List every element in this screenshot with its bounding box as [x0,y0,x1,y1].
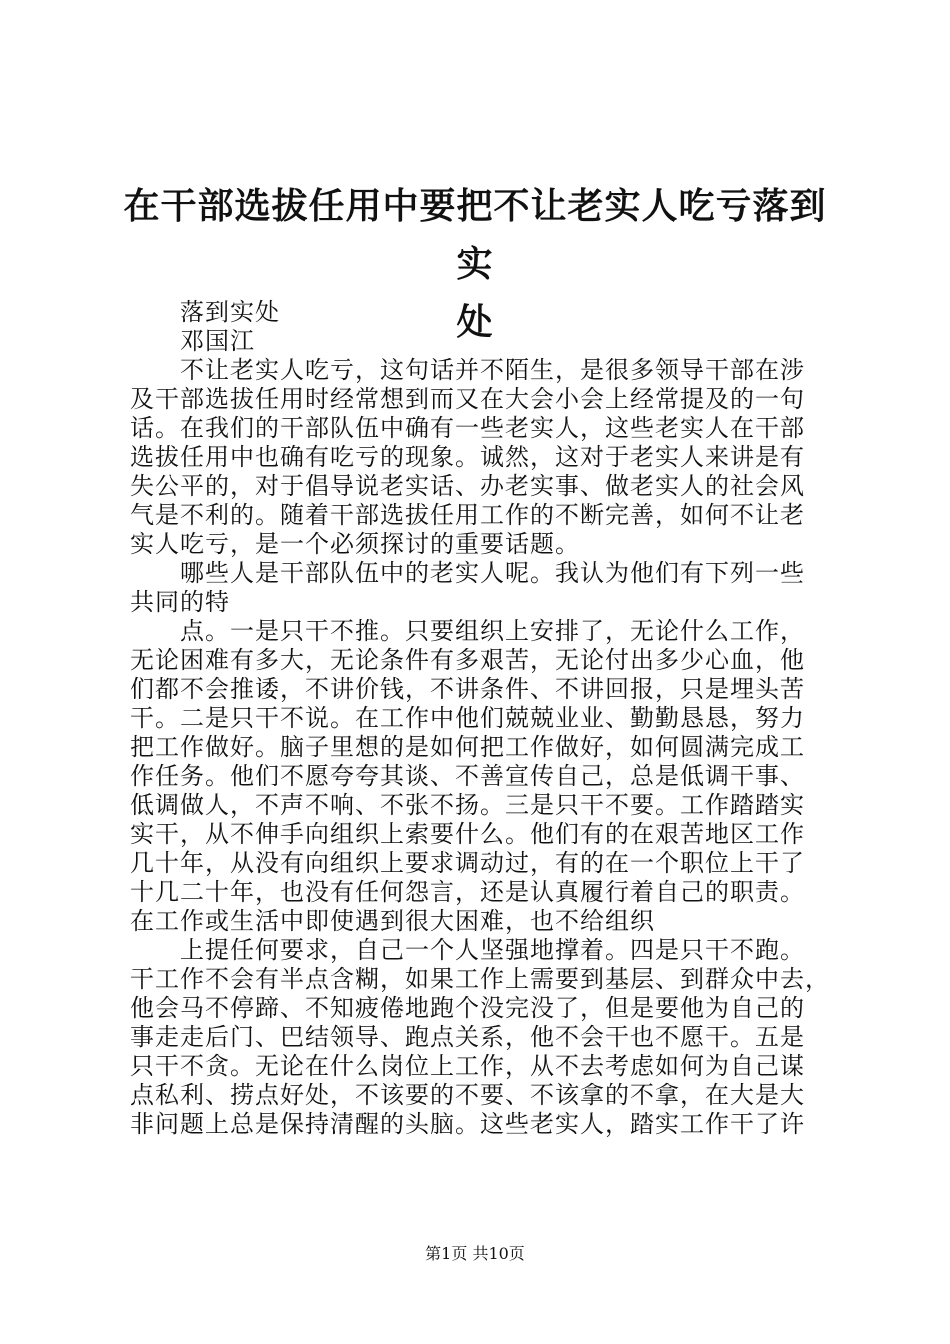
body-line: 哪些人是干部队伍中的老实人呢。我认为他们有下列一些 [180,559,805,587]
title-line-1: 在干部选拔任用中要把不让老实人吃亏落到实 [123,186,827,285]
body-line: 失公平的，对于倡导说老实话、办老实事、做老实人的社会风 [130,472,805,500]
title-line-2: 处 [456,302,494,343]
body-line: 在工作或生活中即使遇到很大困难，也不给组织 [130,907,655,935]
body-line: 干工作不会有半点含糊，如果工作上需要到基层、到群众中去， [130,965,830,993]
document-body [130,298,830,1139]
body-line: 话。在我们的干部队伍中确有一些老实人，这些老实人在干部 [130,414,805,442]
body-line: 们都不会推诿，不讲价钱，不讲条件、不讲回报，只是埋头苦 [130,675,805,703]
body-line: 不让老实人吃亏，这句话并不陌生，是很多领导干部在涉 [180,356,805,384]
body-line: 低调做人，不声不响、不张不扬。三是只干不要。工作踏踏实 [130,791,805,819]
body-line: 非问题上总是保持清醒的头脑。这些老实人，踏实工作干了许 [130,1110,805,1138]
body-line: 把工作做好。脑子里想的是如何把工作做好，如何圆满完成工 [130,733,805,761]
author: 邓国江 [180,327,255,355]
body-line: 只干不贪。无论在什么岗位上工作，从不去考虑如何为自己谋 [130,1052,805,1080]
body-line: 实人吃亏，是一个必须探讨的重要话题。 [130,530,580,558]
body-line: 点。一是只干不推。只要组织上安排了，无论什么工作， [180,617,805,645]
body-line: 气是不利的。随着干部选拔任用工作的不断完善，如何不让老 [130,501,805,529]
body-line: 点私利、捞点好处，不该要的不要、不该拿的不拿，在大是大 [130,1081,805,1109]
body-line: 作任务。他们不愿夸夸其谈、不善宣传自己，总是低调干事、 [130,762,805,790]
body-line: 上提任何要求，自己一个人坚强地撑着。四是只干不跑。 [180,936,805,964]
body-line: 无论困难有多大，无论条件有多艰苦，无论付出多少心血，他 [130,646,805,674]
body-line: 选拔任用中也确有吃亏的现象。诚然，这对于老实人来讲是有 [130,443,805,471]
body-line: 共同的特 [130,588,230,616]
body-line: 他会马不停蹄、不知疲倦地跑个没完没了，但是要他为自己的 [130,994,805,1022]
body-line: 十几二十年，也没有任何怨言，还是认真履行着自己的职责。 [130,878,805,906]
body-line: 实干，从不伸手向组织上索要什么。他们有的在艰苦地区工作 [130,820,805,848]
body-line: 干。二是只干不说。在工作中他们兢兢业业、勤勤恳恳，努力 [130,704,805,732]
subtitle: 落到实处 [180,298,280,326]
page-footer: 第1页 共10页 [425,1244,525,1263]
body-line: 及干部选拔任用时经常想到而又在大会小会上经常提及的一句 [130,385,805,413]
body-line: 几十年，从没有向组织上要求调动过，有的在一个职位上干了 [130,849,805,877]
body-line: 事走走后门、巴结领导、跑点关系，他不会干也不愿干。五是 [130,1023,805,1051]
